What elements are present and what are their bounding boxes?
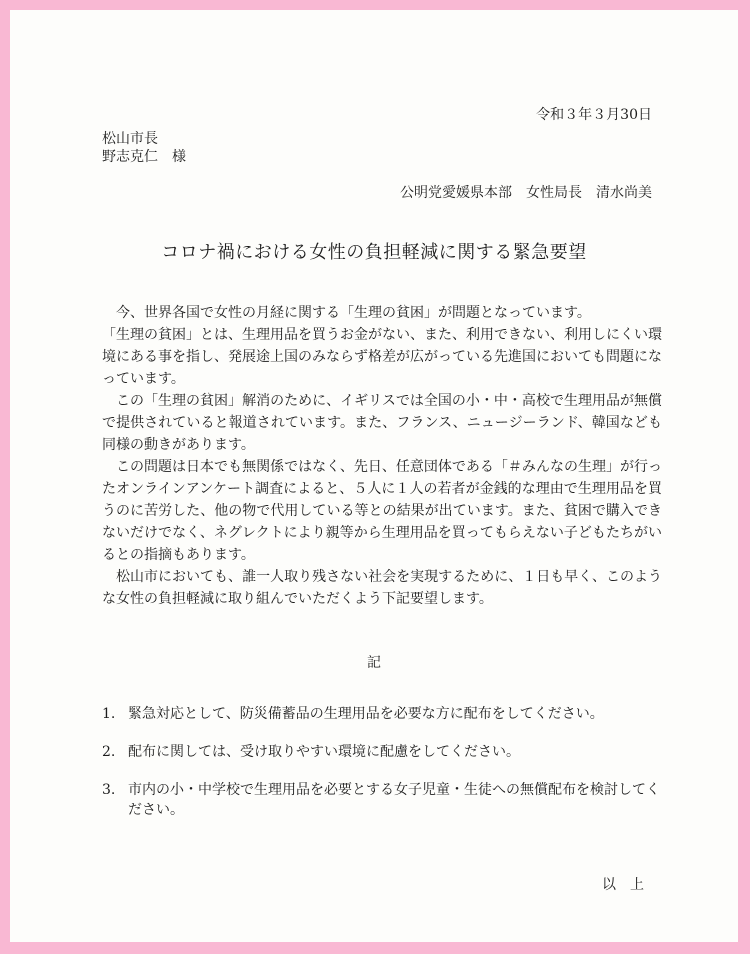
request-item-number: 2.	[102, 744, 116, 760]
request-item-number: 3.	[102, 782, 116, 798]
request-item-number: 1.	[102, 706, 116, 722]
recipient-title: 松山市長	[102, 131, 158, 147]
document-page	[10, 10, 738, 942]
request-item	[102, 780, 662, 820]
document-date: 令和３年３月30日	[536, 107, 652, 123]
ki-heading: 記	[367, 655, 381, 671]
request-item-text: 緊急対応として、防災備蓄品の生理用品を必要な方に配布をしてください。	[128, 706, 604, 722]
body-paragraph: この「生理の貧困」解消のために、イギリスでは全国の小・中・高校で生理用品が無償で提供されていると報道されています。また、フランス、ニュージーランド、韓国なども同様の動きがあります。	[102, 393, 662, 453]
request-item-text: 配布に関しては、受け取りやすい環境に配慮をしてください。	[128, 744, 520, 760]
request-item	[102, 704, 662, 724]
body-paragraph: 今、世界各国で女性の月経に関する「生理の貧困」が問題となっています。	[116, 305, 591, 321]
recipient-name: 野志克仁 様	[102, 149, 186, 165]
document-body	[102, 302, 662, 610]
sender: 公明党愛媛県本部 女性局長 清水尚美	[400, 185, 652, 201]
closing-mark: 以上	[602, 877, 658, 893]
body-paragraph: 「生理の貧困」とは、生理用品を買うお金がない、また、利用できない、利用しにくい環境にある事を指し、発展途上国のみならず格差が広がっている先進国においても問題になっています。	[102, 327, 662, 387]
body-paragraph: 松山市においても、誰一人取り残さない社会を実現するために、１日も早く、このような女性の負担軽減に取り組んでいただくよう下記要望します。	[102, 569, 662, 607]
request-item	[102, 742, 662, 762]
request-item-text: 市内の小・中学校で生理用品を必要とする女子児童・生徒への無償配布を検討してください。	[128, 782, 660, 818]
document-title: コロナ禍における女性の負担軽減に関する緊急要望	[161, 242, 587, 263]
request-list	[102, 704, 662, 838]
body-paragraph: この問題は日本でも無関係ではなく、先日、任意団体である「＃みんなの生理」が行ったオンラインアンケート調査によると、５人に１人の若者が金銭的な理由で生理用品を買うのに苦労した、他の物で代用している等との結果が出ています。また、貧困で購入できないだけでなく、ネグレクトにより親等から生理用品を買ってもらえない子どもたちがいるとの指摘もあります。	[102, 459, 662, 563]
